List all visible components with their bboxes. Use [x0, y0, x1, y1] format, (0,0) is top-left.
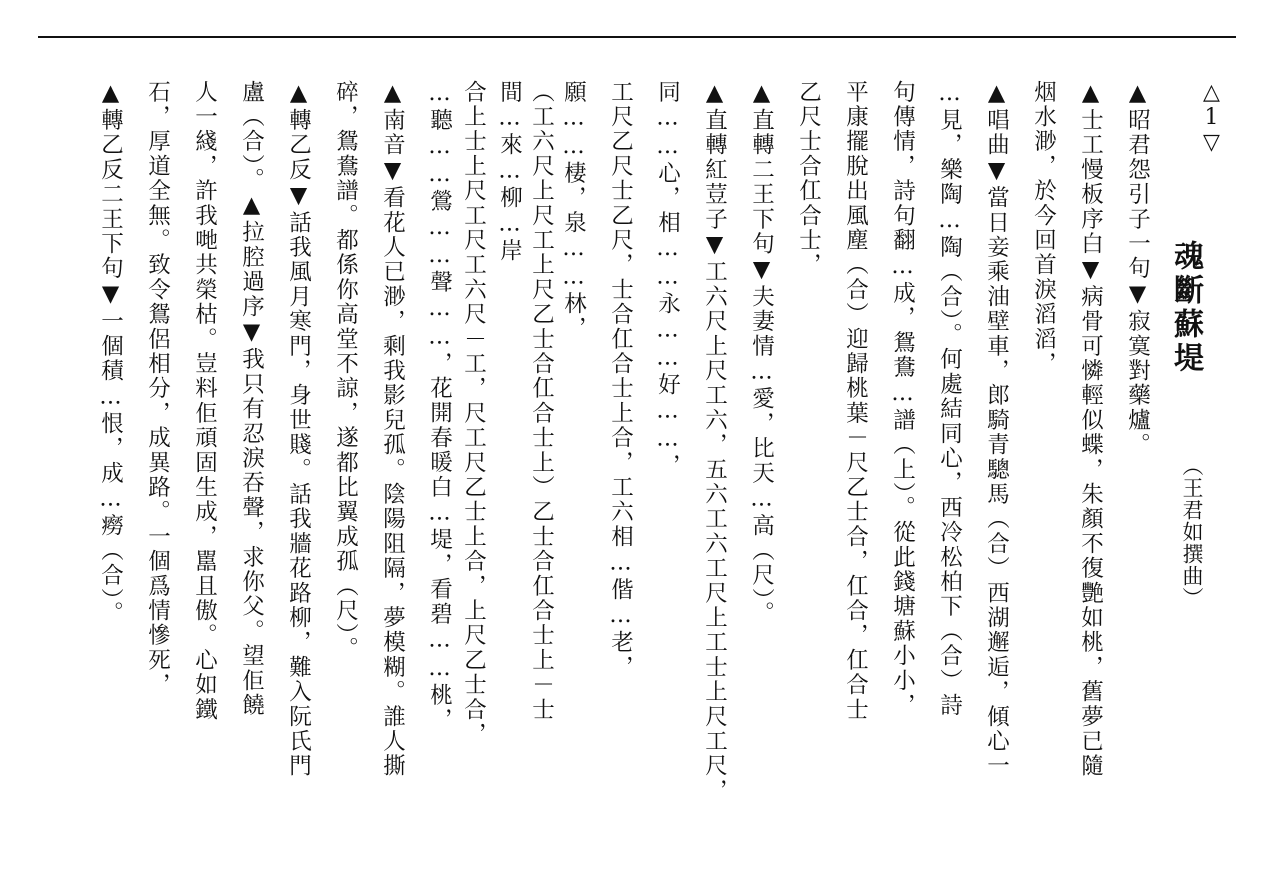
text-column: ▲昭君怨引子一句▼寂寞對藥爐。: [1124, 80, 1151, 458]
text-column: 烟水渺，於今回首淚滔滔，: [1030, 80, 1057, 377]
text-column: 乙尺士合仜合士，: [795, 80, 822, 278]
text-column: 願……棲，泉……林，: [560, 80, 587, 341]
page-number: △1▽: [1199, 80, 1224, 155]
text-column: …見，樂陶…陶（合）。何處結同心，西冷松柏下（合）詩: [936, 80, 963, 718]
text-column: （工六尺上尺工上尺乙士合仜合士上）乙士合仜合士上－士: [528, 80, 555, 723]
text-column: …聽……鶯……聲……，花開春暖白…堤，看碧……桃，: [426, 80, 453, 733]
text-column: 人一綫，許我哋共榮枯。豈料佢頑固生成，嚚且傲。心如鐵: [191, 80, 218, 723]
text-column: 工尺乙尺士乙尺，士合仜合士上合，工六相…偕…老，: [607, 80, 634, 680]
text-column: ▲士工慢板序白▼病骨可憐輕似蝶，朱顏不復艷如桃，舊夢已隨: [1077, 80, 1104, 779]
text-column: ▲唱曲▼當日妾乘油壁車，郎騎青驄馬（合）西湖邂逅，傾心一: [983, 80, 1010, 779]
text-column: 間…來…柳…岸: [496, 80, 523, 264]
text-column: ▲轉乙反二王下句▼一個積…恨，成…癆（合）。: [97, 80, 124, 627]
text-column: 碎，鴛鴦譜。都係你高堂不諒，遂都比翼成孤（尺）。: [332, 80, 359, 662]
text-column: 句傳情，詩句翻…成，鴛鴦…譜（上）。從此錢塘蘇小小，: [889, 80, 916, 718]
text-column: 盧（合）。▲拉腔過序▼我只有忍淚吞聲，求你父。望佢饒: [238, 80, 265, 718]
text-column: ▲南音▼看花人已渺，剩我影兒孤。陰陽阻隔，夢模糊。誰人撕: [379, 80, 406, 779]
text-column: 合上士上尺工尺工六尺－工，尺工尺乙士上合，上尺乙士合，: [460, 80, 487, 747]
text-column: ▲轉乙反▼話我風月寒門，身世賤。話我牆花路柳，難入阮氏門: [285, 80, 312, 779]
text-column: 同……心，相……永……好……，: [654, 80, 681, 479]
text-column: 平康擺脫出風塵（合）迎歸桃葉－尺乙士合，仜合，仜合士: [842, 80, 869, 723]
text-column: 石，厚道全無。致令鴛侶相分，成異路。一個爲情慘死，: [144, 80, 171, 698]
song-title: 魂斷蘇堤: [1168, 240, 1203, 376]
text-column: ▲直轉紅荳子▼工六尺上尺工六，五六工六工尺上工士上尺工尺，: [701, 80, 728, 804]
text-column: ▲直轉二王下句▼夫妻情…愛，比天…高（尺）。: [748, 80, 775, 627]
author-credit: （王君如撰曲）: [1180, 455, 1204, 609]
top-rule: [38, 36, 1236, 38]
